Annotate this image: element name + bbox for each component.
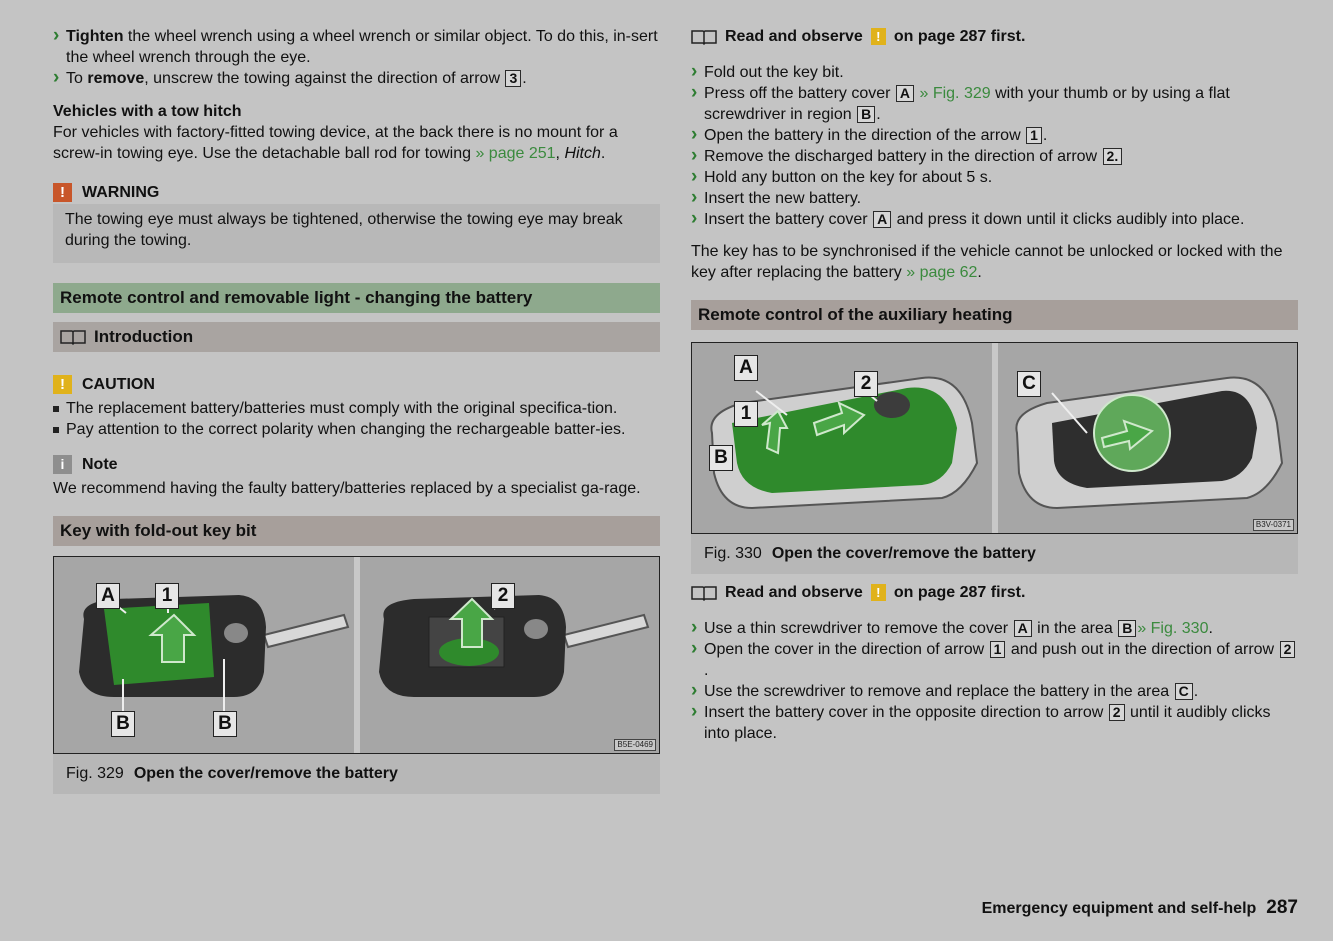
step-end: . — [1193, 683, 1199, 700]
label-2: 2 — [491, 583, 515, 609]
step-item — [691, 681, 1298, 702]
label-box: 1 — [1026, 127, 1042, 144]
figure-caption — [691, 534, 1298, 574]
book-icon — [691, 585, 717, 601]
note-text: We recommend having the faulty battery/batteries replaced by a specialist ga-rage. — [53, 480, 641, 497]
warning-icon: ! — [53, 183, 72, 202]
step-text: and press it down until it clicks audibly into place. — [892, 211, 1245, 228]
step-text: Use a thin screwdriver to remove the cover — [704, 620, 1013, 637]
figure-code: B3V-0371 — [1253, 519, 1294, 531]
sync-body: The key has to be synchronised if the vehicle cannot be unlocked or locked with the key after replacing the battery — [691, 243, 1283, 281]
step-text: Open the battery in the direction of the arrow — [704, 127, 1026, 144]
step-text: with your thumb or by using a flat screwdriver in region — [704, 85, 1230, 123]
step-text: Hold any button on the key for about 5 s. — [704, 169, 993, 186]
key-section-title: Key with fold-out key bit — [53, 516, 660, 546]
label-a: A — [96, 583, 120, 609]
caution-icon: ! — [871, 584, 886, 601]
hitch-comma: , — [555, 145, 560, 162]
intro-title: Introduction — [94, 327, 194, 346]
step-text: and push out in the direction of arrow — [1006, 641, 1279, 658]
step-item — [691, 702, 1298, 744]
step-end: . — [1208, 620, 1213, 637]
figure-link[interactable]: » Fig. 330 — [1137, 620, 1209, 637]
step-text: Open the cover in the direction of arrow — [704, 641, 989, 658]
note-header — [53, 454, 660, 475]
key-illustration — [54, 557, 660, 753]
label-box: 1 — [990, 641, 1006, 658]
figure-code: B5E-0469 — [614, 739, 656, 751]
hitch-title: Vehicles with a tow hitch — [53, 103, 242, 120]
figure-329 — [53, 556, 660, 754]
label-b: B — [111, 711, 135, 737]
step-item — [691, 188, 1298, 209]
intro-header — [53, 322, 660, 352]
step-item — [691, 639, 1298, 681]
step-text: Press off the battery cover — [704, 85, 895, 102]
read-observe — [691, 582, 1298, 603]
label-2: 2 — [854, 371, 878, 397]
figure-number: Fig. 329 — [66, 765, 124, 782]
book-icon — [60, 329, 86, 345]
label-box: A — [1014, 620, 1032, 637]
chapter-title: Emergency equipment and self-help — [981, 900, 1257, 917]
step-item — [691, 83, 1298, 125]
label-box: C — [1175, 683, 1193, 700]
figure-link[interactable]: » Fig. 329 — [915, 85, 991, 102]
sync-text — [691, 241, 1298, 283]
hitch-text — [53, 122, 660, 164]
step-end: . — [876, 106, 881, 123]
caution-item: Pay attention to the correct polarity when changing the rechargeable batter-ies. — [53, 419, 660, 440]
read-post: on page 287 first. — [893, 584, 1026, 601]
label-box: 2 — [1109, 704, 1125, 721]
remote-illustration — [692, 343, 1298, 533]
page-number: 287 — [1266, 897, 1298, 918]
step-text: the wheel wrench using a wheel wrench or similar object. To do this, in-sert the wheel wrench through the eye. — [66, 28, 658, 66]
left-column — [53, 26, 660, 794]
section-title: Remote control and removable light - changing the battery — [53, 283, 660, 313]
caution-icon: ! — [871, 28, 886, 45]
info-icon: i — [53, 455, 72, 474]
step-end: . — [704, 662, 709, 679]
label-box: A — [873, 211, 891, 228]
step-item — [691, 618, 1298, 639]
label-b: B — [213, 711, 237, 737]
hitch-block — [53, 101, 660, 164]
read-observe — [691, 26, 1298, 47]
step-text: Insert the battery cover in the opposite direction to arrow — [704, 704, 1108, 721]
step-end: . — [1042, 127, 1048, 144]
sync-end: . — [977, 264, 982, 281]
step-text: Remove the discharged battery in the direction of arrow — [704, 148, 1102, 165]
aux-section-title: Remote control of the auxiliary heating — [691, 300, 1298, 330]
label-box: 2. — [1103, 148, 1123, 165]
figure-title: Open the cover/remove the battery — [133, 765, 398, 782]
step-item — [691, 62, 1298, 83]
note-title: Note — [82, 456, 118, 473]
arrow-ref-box: 3 — [505, 70, 521, 87]
label-box: B — [1118, 620, 1136, 637]
step-remove — [53, 68, 660, 89]
step-text: Insert the new battery. — [704, 190, 862, 207]
hitch-end: . — [600, 145, 606, 162]
book-icon — [691, 29, 717, 45]
label-c: C — [1017, 371, 1041, 397]
step-item — [691, 209, 1298, 230]
label-box: 2 — [1280, 641, 1296, 658]
step-text: until it audibly clicks into place. — [704, 704, 1271, 742]
step-text: Use the screwdriver to remove and replace the battery in the area — [704, 683, 1174, 700]
step-text: Insert the battery cover — [704, 211, 873, 228]
label-a: A — [734, 355, 758, 381]
step-item — [691, 146, 1298, 167]
step-end: . — [522, 70, 527, 87]
step-bold: remove — [87, 70, 145, 87]
hitch-body: For vehicles with factory-fitted towing device, at the back there is no mount for a screw-in towing eye. Use the detachable ball rod for towing — [53, 124, 618, 162]
label-box: A — [896, 85, 914, 102]
steps-list — [691, 62, 1298, 230]
caution-icon: ! — [53, 375, 72, 394]
right-column — [691, 26, 1298, 744]
step-bold: Tighten — [66, 28, 124, 45]
step-text: To — [66, 70, 88, 87]
warning-box — [53, 180, 660, 263]
step-text: Fold out the key bit. — [704, 64, 844, 81]
read-post: on page 287 first. — [893, 28, 1026, 45]
step-item — [691, 125, 1298, 146]
step-text: , unscrew the towing against the direction of arrow — [144, 70, 505, 87]
page-footer — [982, 897, 1298, 919]
page-link[interactable]: » page 62 — [906, 264, 978, 281]
label-1: 1 — [734, 401, 758, 427]
step-text: in the area — [1032, 620, 1118, 637]
page-link[interactable]: » page 251 — [475, 145, 556, 162]
figure-title: Open the cover/remove the battery — [771, 545, 1036, 562]
steps-list-2 — [691, 618, 1298, 744]
caution-item: The replacement battery/batteries must comply with the original specifica-tion. — [53, 398, 660, 419]
warning-text: The towing eye must always be tightened, otherwise the towing eye may break during the towing. — [65, 211, 623, 249]
caution-title: CAUTION — [82, 376, 155, 393]
step-item — [691, 167, 1298, 188]
read-pre: Read and observe — [725, 28, 863, 45]
figure-330 — [691, 342, 1298, 534]
hitch-italic: Hitch — [564, 145, 601, 162]
figure-caption — [53, 754, 660, 794]
label-box: B — [857, 106, 875, 123]
label-1: 1 — [155, 583, 179, 609]
label-b: B — [709, 445, 733, 471]
read-pre: Read and observe — [725, 584, 863, 601]
figure-number: Fig. 330 — [704, 545, 762, 562]
step-tighten — [53, 26, 660, 68]
caution-list — [53, 398, 660, 440]
caution-header — [53, 374, 660, 395]
warning-header — [53, 180, 660, 204]
warning-title: WARNING — [82, 184, 160, 201]
